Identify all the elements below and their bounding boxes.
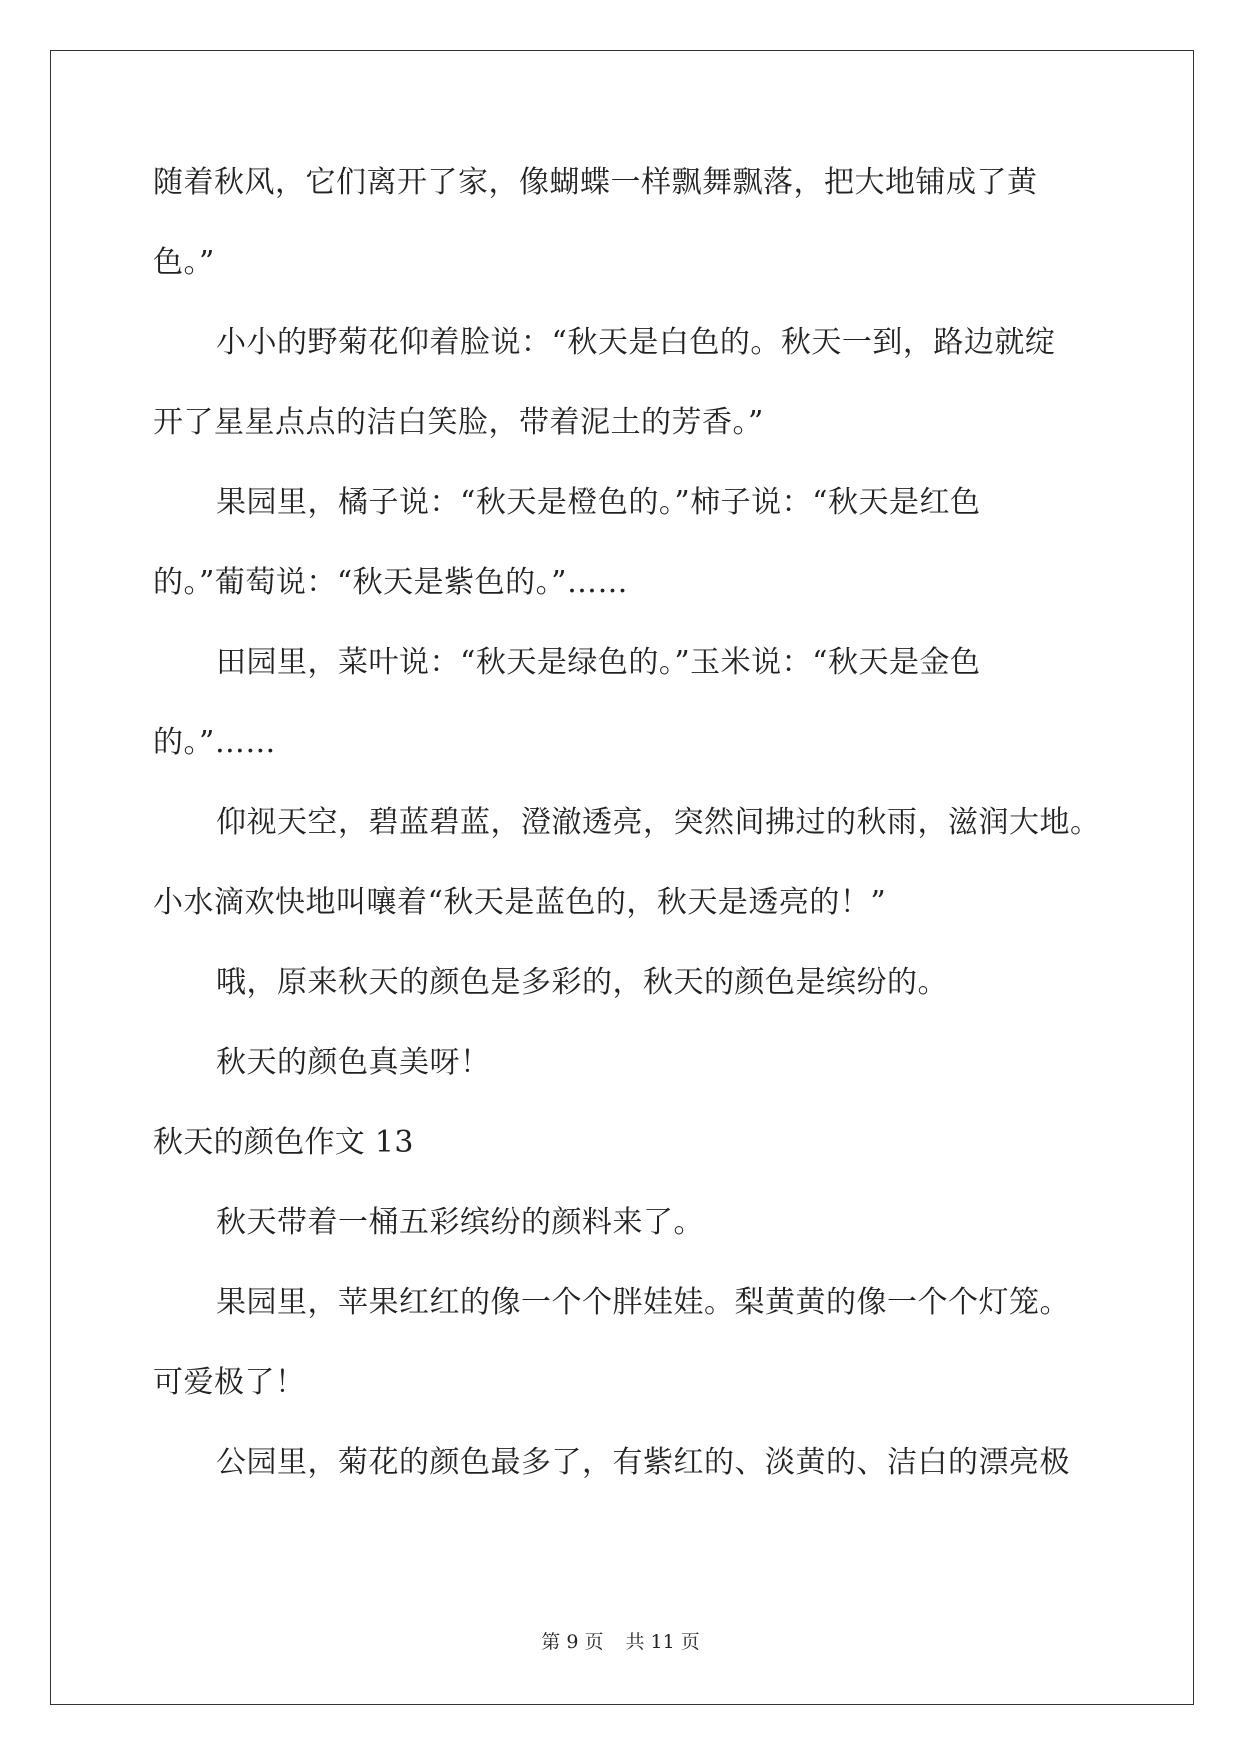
page-number: 第 9 页 [541, 1631, 604, 1653]
paragraph-line: 果园里，橘子说：“秋天是橙色的。”柿子说：“秋天是红色 [216, 485, 981, 520]
text-line: 开了星星点点的洁白笑脸，带着泥土的芳香。” [153, 405, 764, 440]
text-line: 色。” [153, 245, 215, 280]
paragraph-line: 秋天带着一桶五彩缤纷的颜料来了。 [216, 1205, 704, 1240]
paragraph-line: 田园里，菜叶说：“秋天是绿色的。”玉米说：“秋天是金色 [216, 645, 981, 680]
paragraph-line: 仰视天空，碧蓝碧蓝，澄澈透亮，突然间拂过的秋雨，滋润大地。 [216, 805, 1101, 840]
text-line: 小水滴欢快地叫嚷着“秋天是蓝色的，秋天是透亮的！” [153, 885, 887, 920]
section-heading: 秋天的颜色作文 13 [153, 1125, 414, 1160]
text-line: 的。”葡萄说：“秋天是紫色的。”…… [153, 565, 629, 600]
paragraph-line: 小小的野菊花仰着脸说：“秋天是白色的。秋天一到，路边就绽 [216, 325, 1056, 360]
document-body [153, 163, 1101, 1523]
page-total: 共 11 页 [625, 1631, 700, 1653]
paragraph-line: 公园里，菊花的颜色最多了，有紫红的、淡黄的、洁白的漂亮极 [216, 1445, 1070, 1480]
text-line: 的。”…… [153, 725, 276, 760]
text-line: 随着秋风，它们离开了家，像蝴蝶一样飘舞飘落，把大地铺成了黄 [153, 165, 1038, 200]
page-footer [0, 1630, 1241, 1654]
paragraph-line: 果园里，苹果红红的像一个个胖娃娃。梨黄黄的像一个个灯笼。 [216, 1285, 1070, 1320]
paragraph-line: 秋天的颜色真美呀！ [216, 1045, 491, 1080]
paragraph-line: 哦，原来秋天的颜色是多彩的，秋天的颜色是缤纷的。 [216, 965, 948, 1000]
text-line: 可爱极了！ [153, 1365, 306, 1400]
